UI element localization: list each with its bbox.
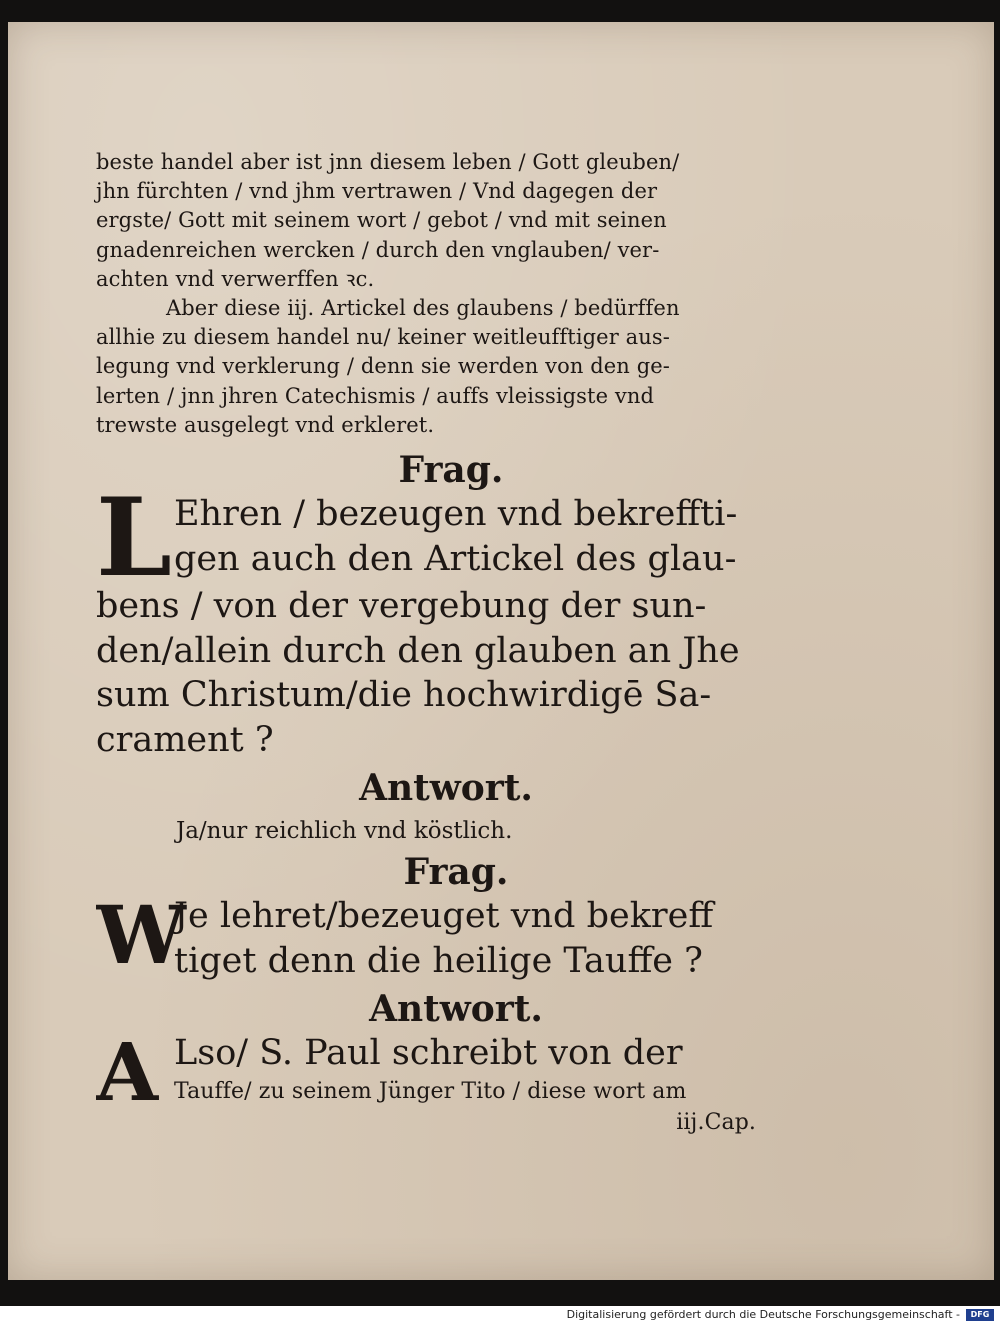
text-line: beste handel aber ist jnn diesem leben / Gott gleuben/	[96, 150, 680, 174]
dropcap-initial: W	[96, 894, 186, 983]
footer-credit: Digitalisierung gefördert durch die Deutsche Forschungsgemeinschaft -	[566, 1308, 960, 1321]
heading-antwort: Antwort.	[359, 767, 533, 810]
dfg-logo: DFG	[966, 1309, 994, 1321]
question-line: Ehren / bezeugen vnd bekreffti-	[174, 494, 738, 535]
page-text	[96, 148, 776, 1137]
text-line: trewste ausgelegt vnd erkleret.	[96, 412, 435, 437]
question-line: sum Christum/die hochwirdigē Sa-	[96, 675, 712, 716]
answer-line: Ja/nur reichlich vnd köstlich.	[176, 818, 513, 845]
dropcap-initial: A	[96, 1031, 159, 1108]
heading-antwort: Antwort.	[369, 988, 543, 1031]
text-line: allhie zu diesem handel nu/ keiner weitleufftiger aus-	[96, 325, 670, 350]
question-line: Je lehret/bezeuget vnd bekreff	[174, 896, 714, 937]
catchword: iij.Cap.	[676, 1109, 756, 1135]
answer-line: Tauffe/ zu seinem Jünger Tito / diese wort am	[174, 1078, 687, 1104]
text-line: jhn fürchten / vnd jhm vertrawen / Vnd dagegen der	[96, 179, 658, 204]
text-line: legung vnd verklerung / denn sie werden von den ge-	[96, 354, 670, 379]
heading-frag: Frag.	[403, 851, 509, 894]
footer-bar	[0, 1306, 1000, 1324]
question-line: tiget denn die heilige Tauffe ?	[174, 940, 703, 981]
text-line: lerten / jnn jhren Catechismis / auffs vleissigste vnd	[96, 383, 655, 408]
text-line: achten vnd verwerffen ꝛc.	[96, 266, 375, 291]
text-line: gnadenreichen wercken / durch den vnglauben/ ver-	[96, 237, 660, 262]
text-line: Aber diese iij. Artickel des glaubens / bedürffen	[166, 296, 680, 321]
dropcap-initial: L	[96, 492, 172, 602]
question-line: den/allein durch den glauben an Jhe	[96, 630, 740, 671]
book-page	[8, 22, 994, 1280]
question-line: crament ?	[96, 719, 274, 760]
text-line: ergste/ Gott mit seinem wort / gebot / vnd mit seinen	[96, 208, 667, 233]
question-line: gen auch den Artickel des glau-	[174, 538, 737, 579]
heading-frag: Frag.	[398, 449, 504, 492]
question-line: bens / von der vergebung der sun-	[96, 586, 707, 627]
question-2	[96, 894, 776, 983]
answer-2	[96, 1031, 776, 1108]
question-1	[96, 492, 776, 762]
answer-line: Lso/ S. Paul schreibt von der	[174, 1033, 683, 1074]
